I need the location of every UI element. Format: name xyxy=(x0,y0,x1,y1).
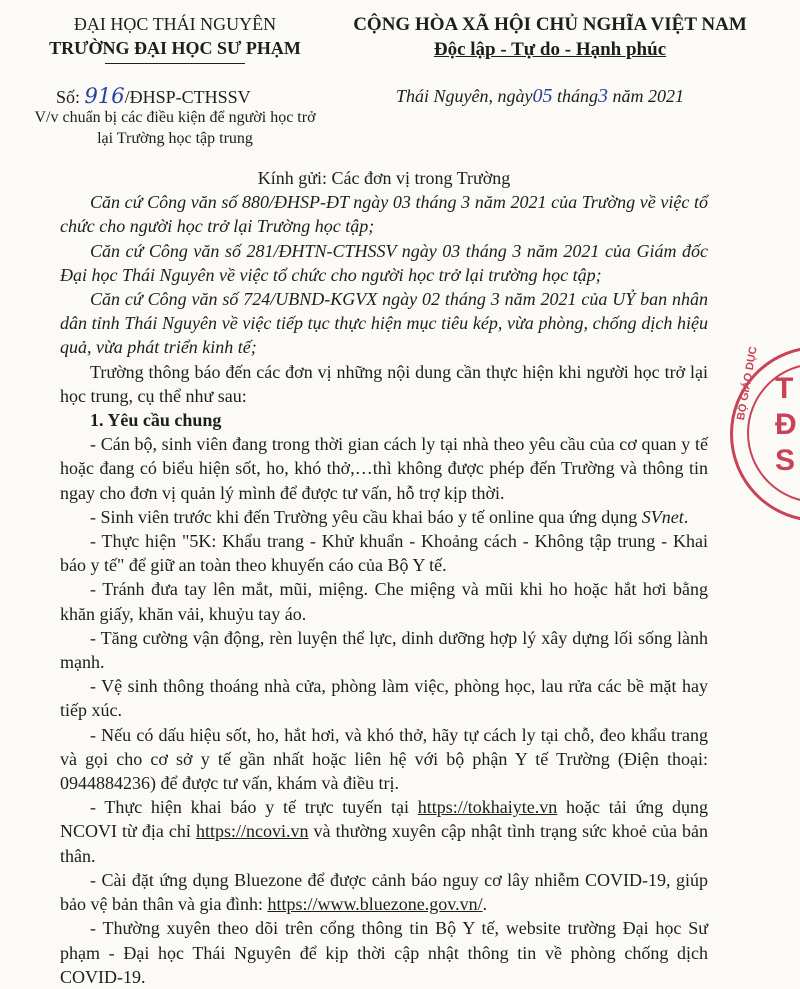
salutation: Kính gửi: Các đơn vị trong Trường xyxy=(257,168,511,188)
document-subject: V/v chuẩn bị các điều kiện để người học trở lại Trường học tập trung xyxy=(34,109,316,147)
list-item: - Tránh đưa tay lên mắt, mũi, miệng. Che miệng và mũi khi ho hoặc hắt hơi bằng khăn giấy, khăn vải, khuỷu tay áo. xyxy=(60,579,708,624)
date-day: 05 xyxy=(532,85,553,107)
app-name-svnet: SVnet xyxy=(641,506,684,527)
section-title: 1. Yêu cầu chung xyxy=(90,410,222,431)
date-year: năm 2021 xyxy=(612,86,685,106)
place-prefix: Thái Nguyên, ngày xyxy=(396,86,533,106)
doc-number-suffix: /ĐHSP-CTHSSV xyxy=(124,87,251,107)
document-number xyxy=(56,84,251,109)
doc-number-label: Số: xyxy=(56,87,81,107)
legal-basis-3: Căn cứ Công văn số 724/UBND-KGVX ngày 02 tháng 3 năm 2021 của UỶ ban nhân dân tỉnh Thái Nguyên về việc tiếp tục thực hiện mục tiêu kép, vừa phòng, chống dịch hiệu quả, vừa phát triển kinh tế; xyxy=(60,289,708,358)
official-seal xyxy=(730,346,800,522)
national-motto: Độc lập - Tự do - Hạnh phúc xyxy=(433,39,667,60)
legal-basis-1: Căn cứ Công văn số 880/ĐHSP-ĐT ngày 03 tháng 3 năm 2021 của Trường về việc tổ chức cho người học trở lại Trường học tập; xyxy=(60,192,708,237)
list-item: - Cán bộ, sinh viên đang trong thời gian cách ly tại nhà theo yêu cầu của cơ quan y tế hoặc đang có biểu hiện sốt, ho, khó thở,…thì không được phép đến Trường và thông tin ngay cho đơn vị quản lý mình để được tư vấn, hỗ trợ kịp thời. xyxy=(60,434,708,503)
list-item: - Cài đặt ứng dụng Bluezone để được cảnh báo nguy cơ lây nhiễm COVID-19, giúp bảo vệ bản thân và gia đình: https://www.bluezone.gov.vn/. xyxy=(60,869,708,915)
link-ncovi[interactable]: https://ncovi.vn xyxy=(195,821,309,842)
list-item: - Tăng cường vận động, rèn luyện thể lực, dinh dưỡng hợp lý xây dựng lối sống lành mạnh. xyxy=(60,627,708,673)
issuer-underline xyxy=(105,63,245,64)
national-block xyxy=(300,12,800,62)
list-item: - Thường xuyên theo dõi trên cổng thông tin Bộ Y tế, website trường Đại học Sư phạm - Đại học Thái Nguyên để kịp thời cập nhật thông tin về phòng chống dịch COVID-19. xyxy=(60,918,708,987)
country-name: CỘNG HÒA XÃ HỘI CHỦ NGHĨA VIỆT NAM xyxy=(353,14,747,35)
list-item: - Thực hiện "5K: Khẩu trang - Khử khuẩn - Khoảng cách - Không tập trung - Khai báo y tế" để giữ an toàn theo khuyến cáo của Bộ Y tế. xyxy=(60,531,708,576)
list-item: - Nếu có dấu hiệu sốt, ho, hắt hơi, và khó thở, hãy tự cách ly tại chỗ, đeo khẩu trang và gọi cho cơ sở y tế gần nhất hoặc liên hệ với bộ phận Y tế Trường (Điện thoại: 0944884236) để được tư vấn, khám và điều trị. xyxy=(60,724,708,794)
legal-basis-2: Căn cứ Công văn số 281/ĐHTN-CTHSSV ngày 03 tháng 3 năm 2021 của Giám đốc Đại học Thái Nguyên về việc tổ chức cho người học trở lại trường học tập; xyxy=(60,240,708,285)
school-name: TRƯỜNG ĐẠI HỌC SƯ PHẠM xyxy=(49,38,301,58)
link-tokhaiyte[interactable]: https://tokhaiyte.vn xyxy=(417,797,558,818)
issuer-block xyxy=(30,12,320,64)
list-item: - Vệ sinh thông thoáng nhà cửa, phòng làm việc, phòng học, lau rửa các bề mặt hay tiếp xúc. xyxy=(60,676,708,721)
date-month: 3 xyxy=(598,85,609,107)
list-item: - Thực hiện khai báo y tế trực tuyến tại https://tokhaiyte.vn hoặc tải ứng dụng NCOVI từ địa chỉ https://ncovi.vn và thường xuyên cập nhật tình trạng sức khoẻ của bản thân. xyxy=(60,797,709,866)
list-item: - Sinh viên trước khi đến Trường yêu cầu khai báo y tế online qua ứng dụng SVnet. xyxy=(90,506,689,527)
seal-ring-text: BỘ GIÁO DỤC xyxy=(735,345,760,422)
place-date xyxy=(396,84,684,108)
doc-number-handwritten: 916 xyxy=(84,84,125,108)
date-month-label: tháng xyxy=(557,86,599,106)
intro-paragraph: Trường thông báo đến các đơn vị những nội dung cần thực hiện khi người học trở lại học trung, cụ thể như sau: xyxy=(60,361,708,406)
university-name: ĐẠI HỌC THÁI NGUYÊN xyxy=(73,14,277,34)
document-body xyxy=(60,166,708,989)
seal-letters: T Đ S xyxy=(775,372,797,477)
link-bluezone[interactable]: https://www.bluezone.gov.vn/ xyxy=(267,894,483,915)
